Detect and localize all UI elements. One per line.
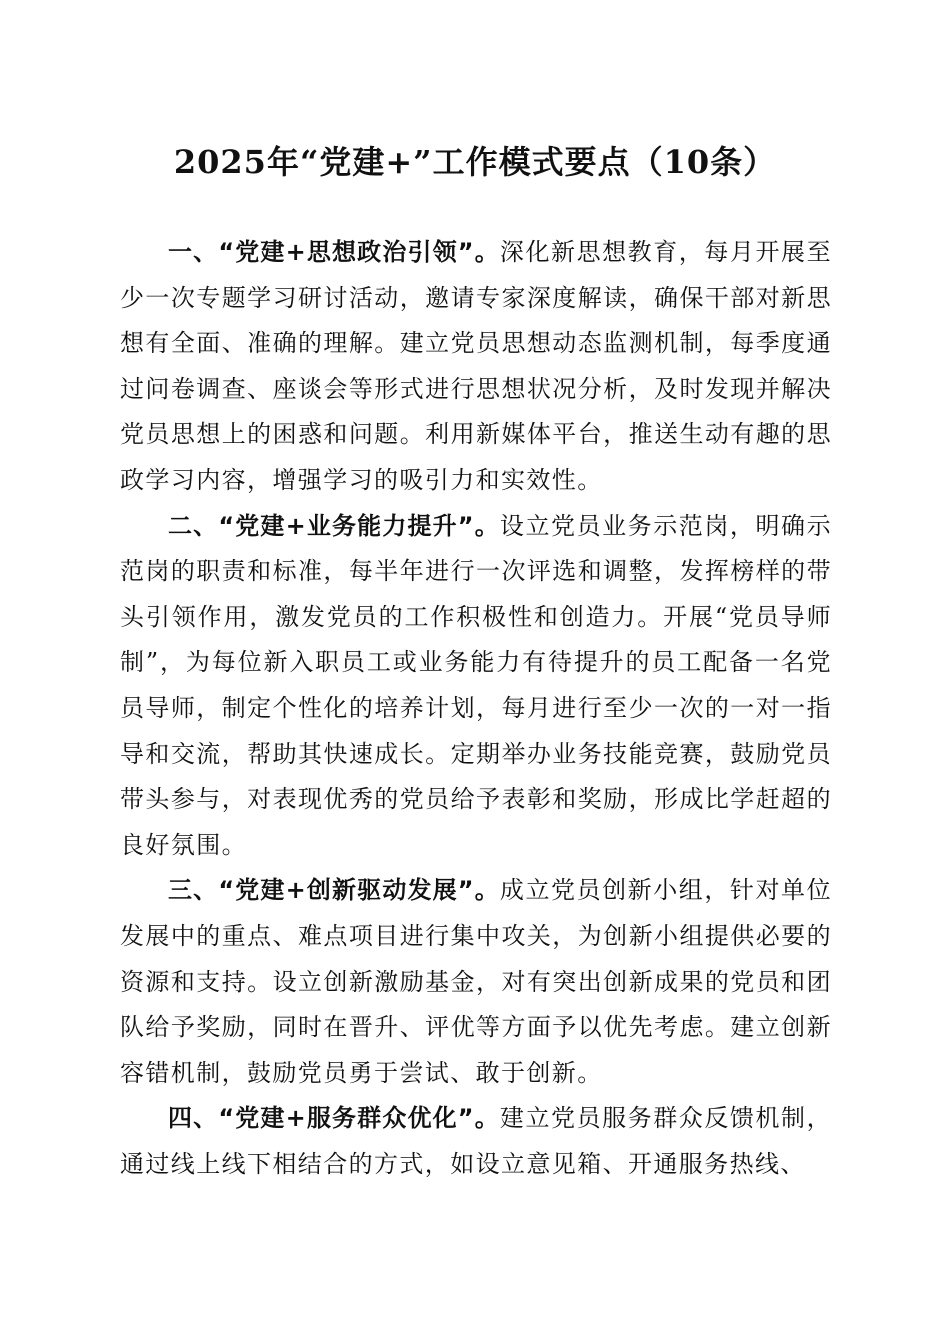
- section-3-paragraph: [120, 868, 832, 1096]
- section-4-heading: 四、“党建+服务群众优化”。: [168, 1104, 500, 1133]
- section-1-heading: 一、“党建+思想政治引领”。: [168, 238, 500, 266]
- section-3-body: 成立党员创新小组，针对单位发展中的重点、难点项目进行集中攻关，为创新小组提供必要的资源和支持。设立创新激励基金，对有突出创新成果的党员和团队给予奖励，同时在晋升、评优等方面予以优先考虑。建立创新容错机制，鼓励党员勇于尝试、敢于创新。: [120, 876, 833, 1087]
- document-body: [120, 230, 832, 1187]
- section-1-paragraph: [120, 230, 832, 504]
- section-1-body: 深化新思想教育，每月开展至少一次专题学习研讨活动，邀请专家深度解读，确保干部对新思想有全面、准确的理解。建立党员思想动态监测机制，每季度通过问卷调查、座谈会等形式进行思想状况分析，及时发现并解决党员思想上的困惑和问题。利用新媒体平台，推送生动有趣的思政学习内容，增强学习的吸引力和实效性。: [120, 238, 833, 494]
- section-4-body: 建立党员服务群众反馈机制，通过线上线下相结合的方式，如设立意见箱、开通服务热线、: [120, 1104, 833, 1178]
- section-3-heading: 三、“党建+创新驱动发展”。: [168, 876, 500, 905]
- document-title: 2025年“党建+”工作模式要点（10条）: [173, 143, 777, 181]
- section-2-paragraph: [120, 504, 832, 869]
- section-2-heading: 二、“党建+业务能力提升”。: [168, 511, 500, 540]
- section-2-body: 设立党员业务示范岗，明确示范岗的职责和标准，每半年进行一次评选和调整，发挥榜样的带头引领作用，激发党员的工作积极性和创造力。开展“党员导师制”，为每位新入职员工或业务能力有待提升的员工配备一名党员导师，制定个性化的培养计划，每月进行至少一次的一对一指导和交流，帮助其快速成长。定期举办业务技能竞赛，鼓励党员带头参与，对表现优秀的党员给予表彰和奖励，形成比学赶超的良好氛围。: [120, 511, 833, 859]
- section-4-paragraph: [120, 1096, 832, 1187]
